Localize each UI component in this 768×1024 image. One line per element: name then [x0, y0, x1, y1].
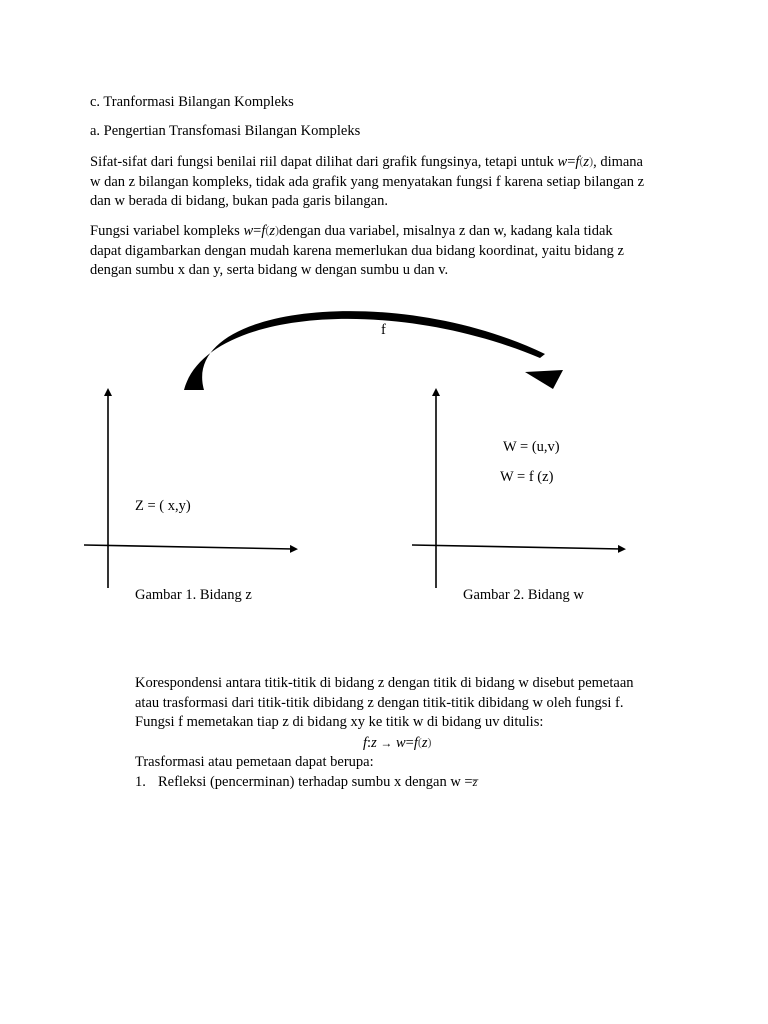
math-equals: =: [253, 223, 262, 239]
section-2-line-4: Trasformasi atau pemetaan dapat berupa:: [135, 754, 374, 770]
paragraph-2-text: Fungsi variabel kompleks: [90, 223, 240, 239]
heading-a: a. Pengertian Transfomasi Bilangan Kompleks: [90, 123, 361, 139]
formula-w: w: [395, 734, 406, 751]
formula-equals: =: [405, 734, 414, 751]
list-item-1: [135, 773, 695, 793]
formula-z2: z: [421, 734, 428, 751]
math-f: f: [575, 154, 580, 170]
section-2: [135, 674, 695, 792]
math-w: w: [243, 223, 254, 239]
paragraph-2-line-3: dengan sumbu x dan y, serta bidang w dengan sumbu u dan v.: [90, 262, 449, 278]
math-z: z: [583, 154, 590, 170]
z-plane-x-axis: [84, 545, 294, 549]
section-2-line-3: Fungsi f memetakan tiap z di bidang xy ke titik w di bidang uv ditulis:: [135, 714, 544, 730]
mapping-arrow-head: [525, 370, 563, 389]
w-plane-label-uv: W = (u,v): [503, 439, 560, 455]
paragraph-2-line-1: Fungsi variabel kompleks w=f(z)dengan dua variabel, misalnya z dan w, kadang kala tidak: [90, 223, 613, 239]
paragraph-2-line-2: dapat digambarkan dengan mudah karena memerlukan dua bidang koordinat, yaitu bidang z: [90, 242, 624, 259]
figure-caption-1: Gambar 1. Bidang z: [135, 587, 252, 603]
paragraph-2-tail: dengan dua variabel, misalnya z dan w, kadang kala tidak: [279, 223, 613, 239]
list-item-1-math: z̅: [472, 774, 478, 789]
formula-f: f: [363, 734, 368, 751]
formula-arrow: →: [380, 735, 393, 750]
formula-f2: f: [413, 734, 418, 751]
mapping-arrow-label: f: [381, 322, 386, 338]
formula-colon: :: [367, 734, 372, 751]
section-2-line-1: Korespondensi antara titik-titik di bidang z dengan titik di bidang w disebut pemetaan: [135, 675, 634, 691]
mapping-arrow-curve: [184, 311, 545, 390]
math-z: z: [269, 223, 275, 239]
formula-z: z: [371, 734, 377, 751]
paragraph-1-line-1: Sifat-sifat dari fungsi benilai riil dapat dilihat dari grafik fungsinya, tetapi untuk w=f(z), dimana: [90, 154, 643, 170]
mapping-formula: f:z → w=f(z): [363, 734, 432, 751]
paragraph-1-line-3: dan w berada di bidang, bukan pada garis bilangan.: [90, 193, 388, 209]
z-plane-label: Z = ( x,y): [135, 498, 191, 514]
list-item-1-text: Refleksi (pencerminan) terhadap sumbu x dengan w =: [158, 773, 473, 790]
math-f: f: [261, 223, 266, 239]
section-2-line-2: atau trasformasi dari titik-titik dibidang z dengan titik-titik dibidang w oleh fungsi f.: [135, 694, 624, 711]
paragraph-1-tail: , dimana: [593, 154, 643, 170]
paragraph-1-line-2: w dan z bilangan kompleks, tidak ada grafik yang menyatakan fungsi f karena setiap bilangan z: [90, 173, 645, 190]
w-plane-u-axis: [412, 545, 622, 549]
math-equals: =: [567, 154, 576, 170]
figure-caption-2: Gambar 2. Bidang w: [463, 587, 584, 603]
paragraph-1-text: Sifat-sifat dari fungsi benilai riil dapat dilihat dari grafik fungsinya, tetapi untuk: [90, 154, 554, 170]
math-w: w: [557, 154, 568, 170]
list-item-1-number: 1.: [135, 773, 146, 790]
w-plane-label-fz: W = f (z): [500, 469, 554, 485]
heading-c: c. Tranformasi Bilangan Kompleks: [90, 94, 294, 110]
